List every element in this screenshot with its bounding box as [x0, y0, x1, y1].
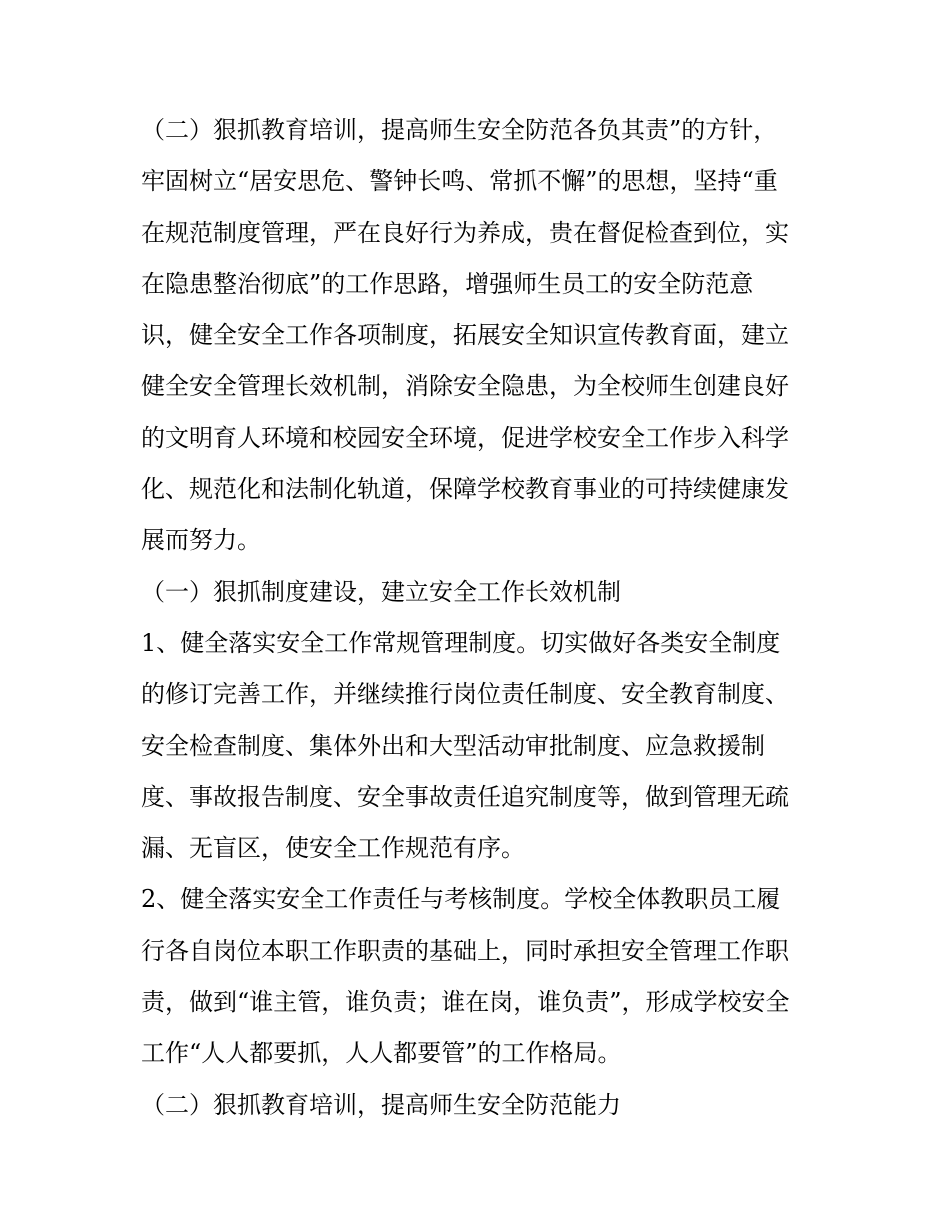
paragraph-1-line-6: 健全安全管理长效机制，消除安全隐患，为全校师生创建良好 [141, 372, 789, 401]
paragraph-1-line-5: 识，健全安全工作各项制度，拓展安全知识宣传教育面，建立 [141, 321, 789, 350]
paragraph-3-line-1: 2、健全落实安全工作责任与考核制度。学校全体教职员工履 [141, 885, 781, 914]
paragraph-2-line-2: 的修订完善工作，并继续推行岗位责任制度、安全教育制度、 [141, 680, 789, 709]
paragraph-1-line-8: 化、规范化和法制化轨道，保障学校教育事业的可持续健康发 [141, 475, 789, 504]
paragraph-1-line-4: 在隐患整治彻底”的工作思路，增强师生员工的安全防范意 [141, 269, 754, 298]
paragraph-1-line-2: 牢固树立“居安思危、警钟长鸣、常抓不懈”的思想，坚持“重 [141, 167, 778, 196]
paragraph-3 [141, 874, 821, 1079]
paragraph-1-line-3: 在规范制度管理，严在良好行为养成，贵在督促检查到位，实 [141, 218, 789, 247]
paragraph-3-line-2: 行各自岗位本职工作职责的基础上，同时承担安全管理工作职 [141, 936, 789, 965]
paragraph-2-line-5: 漏、无盲区，使安全工作规范有序。 [141, 834, 525, 863]
paragraph-3-line-4: 工作“人人都要抓，人人都要管”的工作格局。 [141, 1039, 622, 1068]
paragraph-2 [141, 618, 821, 874]
paragraph-1-line-9: 展而努力。 [141, 526, 261, 555]
paragraph-1-line-7: 的文明育人环境和校园安全环境，促进学校安全工作步入科学 [141, 423, 789, 452]
paragraph-2-line-3: 安全检查制度、集体外出和大型活动审批制度、应急救援制 [141, 731, 765, 760]
paragraph-2-line-1: 1、健全落实安全工作常规管理制度。切实做好各类安全制度 [141, 628, 781, 657]
paragraph-1-line-1: （二）狠抓教育培训，提高师生安全防范各负其责”的方针， [141, 116, 778, 144]
paragraph-1 [141, 105, 821, 567]
paragraph-2-line-4: 度、事故报告制度、安全事故责任追究制度等，做到管理无疏 [141, 782, 789, 811]
section-heading-2: （二）狠抓教育培训，提高师生安全防范能力 [141, 1090, 621, 1119]
document-body [141, 105, 821, 1131]
paragraph-3-line-3: 责，做到“谁主管，谁负责；谁在岗，谁负责”，形成学校安全 [141, 988, 790, 1017]
section-heading-1: （一）狠抓制度建设，建立安全工作长效机制 [141, 577, 621, 606]
